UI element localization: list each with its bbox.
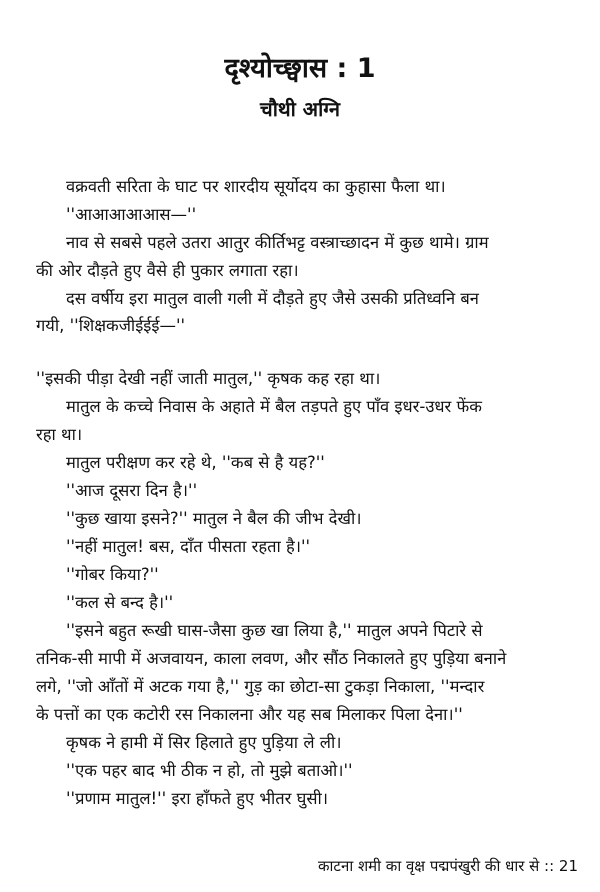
text-line: ''इसने बहुत रूखी घास-जैसा कुछ खा लिया है,'' मातुल अपने पिटारे से xyxy=(66,621,483,640)
text-line: मातुल के कच्चे निवास के अहाते में बैल तड़पते हुए पाँव इधर-उधर फेंक xyxy=(66,397,482,416)
text-line: तनिक-सी मापी में अजवायन, काला लवण, और सौंठ निकालते हुए पुड़िया बनाने xyxy=(36,649,507,668)
text-line: मातुल परीक्षण कर रहे थे, ''कब से है यह?'' xyxy=(66,453,325,472)
text-line: लगे, ''जो आँतों में अटक गया है,'' गुड़ का छोटा-सा टुकड़ा निकाला, ''मन्दार xyxy=(36,677,485,696)
page-footer: काटना शमी का वृक्ष पद्मपंखुरी की धार से :: 21 xyxy=(318,857,578,875)
text-line: ''आआआआआस—'' xyxy=(66,205,197,224)
text-line: नाव से सबसे पहले उतरा आतुर कीर्तिभट्ट वस्त्राच्छादन में कुछ थामे। ग्राम xyxy=(66,233,489,252)
text-line: ''कुछ खाया इसने?'' मातुल ने बैल की जीभ देखी। xyxy=(66,509,362,528)
text-line: ''इसकी पीड़ा देखी नहीं जाती मातुल,'' कृषक कह रहा था। xyxy=(36,369,381,388)
text-line: ''गोबर किया?'' xyxy=(66,565,159,584)
text-line: ''प्रणाम मातुल!'' इरा हाँफते हुए भीतर घुसी। xyxy=(66,789,329,808)
text-line: वक्रवती सरिता के घाट पर शारदीय सूर्योदय का कुहासा फैला था। xyxy=(66,177,446,196)
text-line: ''एक पहर बाद भी ठीक न हो, तो मुझे बताओ।'' xyxy=(66,761,353,780)
text-line: ''आज दूसरा दिन है।'' xyxy=(66,481,198,500)
text-line: की ओर दौड़ते हुए वैसे ही पुकार लगाता रहा। xyxy=(36,261,299,280)
text-line: के पत्तों का एक कटोरी रस निकालना और यह सब मिलाकर पिला देना।'' xyxy=(36,705,463,724)
page-subtitle: चौथी अग्नि xyxy=(260,97,340,121)
text-line: कृषक ने हामी में सिर हिलाते हुए पुड़िया ले ली। xyxy=(66,733,342,752)
text-line: गयी, ''शिक्षकजीईईई—'' xyxy=(36,316,186,335)
text-line: रहा था। xyxy=(36,425,83,444)
text-line: ''नहीं मातुल! बस, दाँत पीसता रहता है।'' xyxy=(66,537,311,556)
text-line: ''कल से बन्द है।'' xyxy=(66,593,174,612)
text-line: दस वर्षीय इरा मातुल वाली गली में दौड़ते हुए जैसे उसकी प्रतिध्वनि बन xyxy=(66,289,479,308)
page-title: दृश्योच्छ्वास : 1 xyxy=(224,53,376,84)
